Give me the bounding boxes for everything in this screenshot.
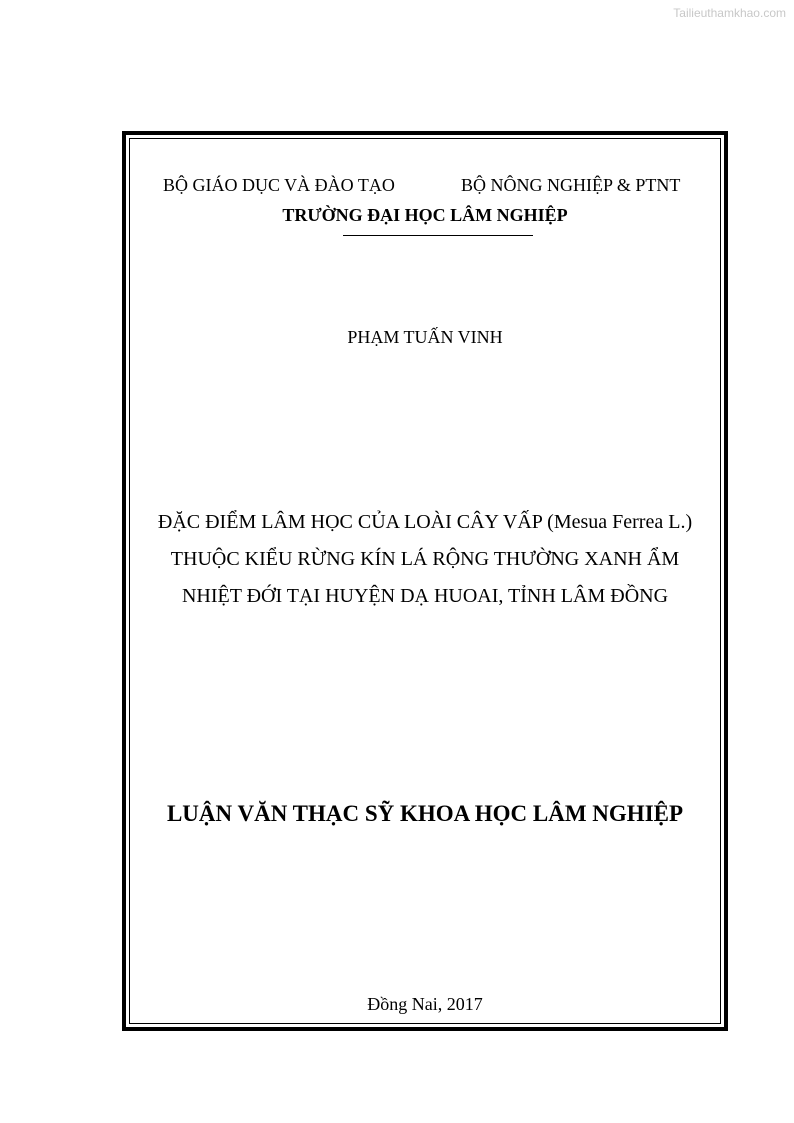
cover-inner-border	[129, 138, 721, 1024]
place-year: Đồng Nai, 2017	[367, 994, 483, 1014]
cover-border	[122, 131, 728, 1031]
ministry-agriculture: BỘ NÔNG NGHIỆP & PTNT	[461, 175, 681, 195]
title-line: NHIỆT ĐỚI TẠI HUYỆN DẠ HUOAI, TỈNH LÂM ĐỒNG	[181, 585, 669, 607]
university-name: TRƯỜNG ĐẠI HỌC LÂM NGHIỆP	[282, 205, 568, 225]
title-line: ĐẶC ĐIỂM LÂM HỌC CỦA LOÀI CÂY VẤP (Mesua Ferrea L.)	[157, 511, 693, 533]
ministry-education: BỘ GIÁO DỤC VÀ ĐÀO TẠO	[163, 175, 395, 195]
watermark: Tailieuthamkhao.com	[673, 6, 786, 20]
degree-type: LUẬN VĂN THẠC SỸ KHOA HỌC LÂM NGHIỆP	[166, 801, 684, 826]
author-name: PHẠM TUẤN VINH	[347, 327, 503, 347]
divider	[343, 235, 533, 236]
title-line: THUỘC KIỂU RỪNG KÍN LÁ RỘNG THƯỜNG XANH ẨM	[170, 548, 680, 570]
thesis-title	[130, 504, 720, 615]
